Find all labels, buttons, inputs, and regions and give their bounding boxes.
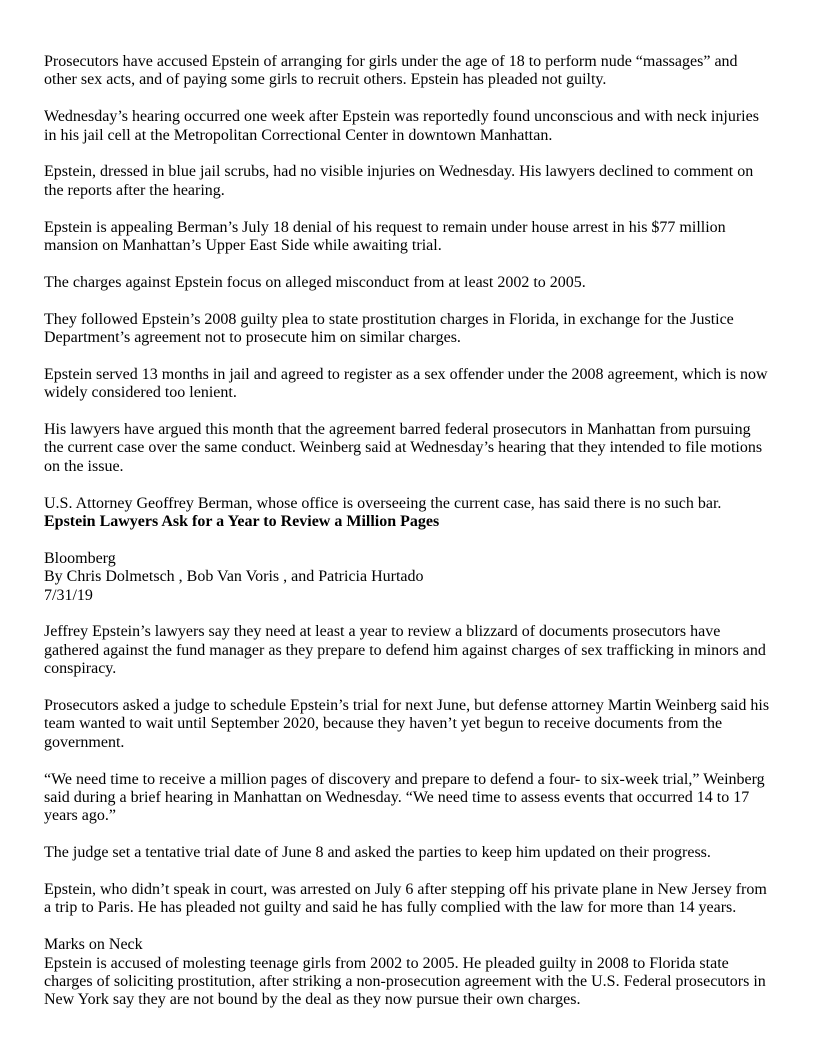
paragraph-9-text: U.S. Attorney Geoffrey Berman, whose office is overseeing the current case, has said there is no such bar. xyxy=(44,494,722,512)
paragraph-9-with-heading xyxy=(44,495,772,532)
paragraph-4: Epstein is appealing Berman’s July 18 denial of his request to remain under house arrest in his $77 million mansion on Manhattan’s Upper East Side while awaiting trial. xyxy=(44,218,726,255)
section-subhead: Marks on Neck xyxy=(44,936,143,954)
paragraph-3: Epstein, dressed in blue jail scrubs, had no visible injuries on Wednesday. His lawyers declined to comment on the reports after the hearing. xyxy=(44,163,754,199)
paragraph-13: “We need time to receive a million pages of discovery and prepare to defend a four- to six-week trial,” Weinberg said during a brief hearing in Manhattan on Wednesday. “We need time to assess events that occurred 14 to 17 years ago.” xyxy=(44,770,765,825)
paragraph-11: Jeffrey Epstein’s lawyers say they need at least a year to review a blizzard of documents prosecutors have gathered against the fund manager as they prepare to defend him against charges of sex trafficking in minors and conspiracy. xyxy=(44,623,766,678)
byline-block xyxy=(44,550,772,605)
article-section-heading: Epstein Lawyers Ask for a Year to Review a Million Pages xyxy=(44,513,440,531)
byline-date: 7/31/19 xyxy=(44,586,93,604)
byline-source: Bloomberg xyxy=(44,549,116,567)
paragraph-15: Epstein, who didn’t speak in court, was arrested on July 6 after stepping off his private plane in New Jersey from a trip to Paris. He has pleaded not guilty and said he has fully complied with the law for more than 14 years. xyxy=(44,881,767,917)
paragraph-5: The charges against Epstein focus on alleged misconduct from at least 2002 to 2005. xyxy=(44,273,586,291)
paragraph-6: They followed Epstein’s 2008 guilty plea to state prostitution charges in Florida, in exchange for the Justice Department’s agreement not to prosecute him on similar charges. xyxy=(44,310,734,347)
paragraph-16-text: Epstein is accused of molesting teenage girls from 2002 to 2005. He pleaded guilty in 2008 to Florida state charges of soliciting prostitution, after striking a non-prosecution agreement with the U.S. Federal prosecutors in New York say they are not bound by the deal as they now pursue their own charges. xyxy=(44,954,766,1009)
paragraph-7: Epstein served 13 months in jail and agreed to register as a sex offender under the 2008 agreement, which is now widely considered too lenient. xyxy=(44,365,768,402)
paragraph-8: His lawyers have argued this month that the agreement barred federal prosecutors in Manhattan from pursuing the current case over the same conduct. Weinberg said at Wednesday’s hearing that they intended to file motions on the issue. xyxy=(44,421,763,475)
paragraph-12: Prosecutors asked a judge to schedule Epstein’s trial for next June, but defense attorney Martin Weinberg said his team wanted to wait until September 2020, because they haven’t yet begun to receive documents from the government. xyxy=(44,697,770,751)
paragraph-16-with-subhead xyxy=(44,936,772,1010)
paragraph-2: Wednesday’s hearing occurred one week after Epstein was reportedly found unconscious and with neck injuries in his jail cell at the Metropolitan Correctional Center in downtown Manhattan. xyxy=(44,108,759,144)
paragraph-1: Prosecutors have accused Epstein of arranging for girls under the age of 18 to perform nude “massages” and other sex acts, and of paying some girls to recruit others. Epstein has pleaded not guilty. xyxy=(44,53,738,89)
paragraph-14: The judge set a tentative trial date of June 8 and asked the parties to keep him updated on their progress. xyxy=(44,844,711,862)
byline-authors: By Chris Dolmetsch , Bob Van Voris , and Patricia Hurtado xyxy=(44,568,424,586)
